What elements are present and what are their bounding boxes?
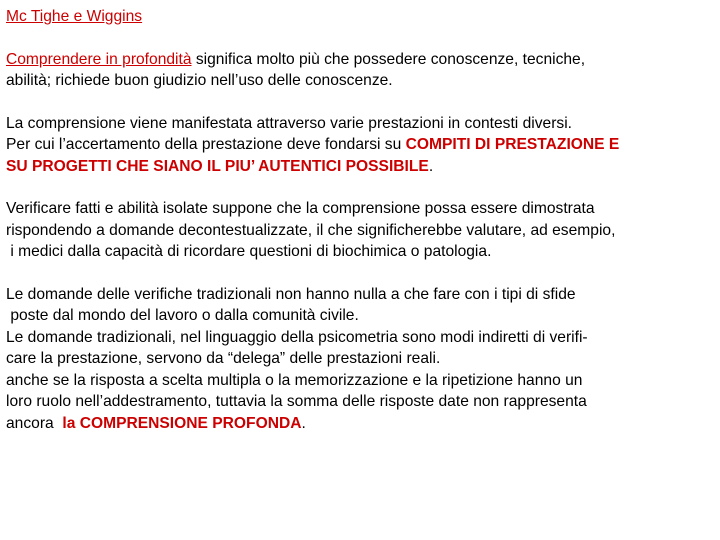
text-span: significa molto più che possedere conoscenze, tecniche,	[191, 50, 586, 68]
highlight-authentic-projects: SU PROGETTI CHE SIANO IL PIU’ AUTENTICI POSSIBILE	[6, 157, 429, 175]
slide-content	[6, 6, 714, 434]
paragraph-line: abilità; richiede buon giudizio nell’uso delle conoscenze.	[6, 72, 393, 89]
page-title: Mc Tighe e Wiggins	[6, 8, 143, 25]
paragraph-line: Le domande tradizionali, nel linguaggio della psicometria sono modi indiretti di verifi-	[6, 328, 588, 346]
paragraph-line	[6, 156, 714, 178]
text-span: .	[301, 414, 306, 432]
paragraph-performance	[6, 113, 714, 178]
highlight-deep-comprehension: la COMPRENSIONE PROFONDA	[62, 414, 302, 432]
text-span: Per cui l’accertamento della prestazione deve fondarsi su	[6, 136, 406, 153]
text-span: ancora	[6, 414, 63, 432]
paragraph-line	[6, 49, 714, 71]
paragraph-line: poste dal mondo del lavoro o dalla comunità civile.	[6, 307, 359, 324]
paragraph-line	[6, 413, 714, 435]
text-span: .	[428, 157, 434, 175]
highlight-deep-understanding: Comprendere in profondità	[6, 50, 192, 68]
paragraph-line: care la prestazione, servono da “delega” delle prestazioni reali.	[6, 350, 441, 367]
paragraph-isolated-skills	[6, 198, 714, 263]
paragraph-line: loro ruolo nell’addestramento, tuttavia la somma delle risposte date non rappresenta	[6, 393, 587, 410]
highlight-performance-tasks: COMPITI DI PRESTAZIONE E	[405, 136, 620, 153]
paragraph-line: La comprensione viene manifestata attraverso varie prestazioni in contesti diversi.	[6, 114, 572, 132]
paragraph-line	[6, 134, 714, 156]
paragraph-line: Le domande delle verifiche tradizionali non hanno nulla a che fare con i tipi di sfide	[6, 285, 576, 303]
paragraph-traditional-tests	[6, 284, 714, 435]
paragraph-line: Verificare fatti e abilità isolate suppone che la comprensione possa essere dimostrata	[6, 200, 595, 217]
paragraph-line: anche se la risposta a scelta multipla o la memorizzazione e la ripetizione hanno un	[6, 371, 583, 389]
paragraph-deep-understanding	[6, 49, 714, 92]
paragraph-line: i medici dalla capacità di ricordare questioni di biochimica o patologia.	[6, 243, 492, 260]
paragraph-line: rispondendo a domande decontestualizzate, il che significherebbe valutare, ad esempio,	[6, 221, 616, 239]
